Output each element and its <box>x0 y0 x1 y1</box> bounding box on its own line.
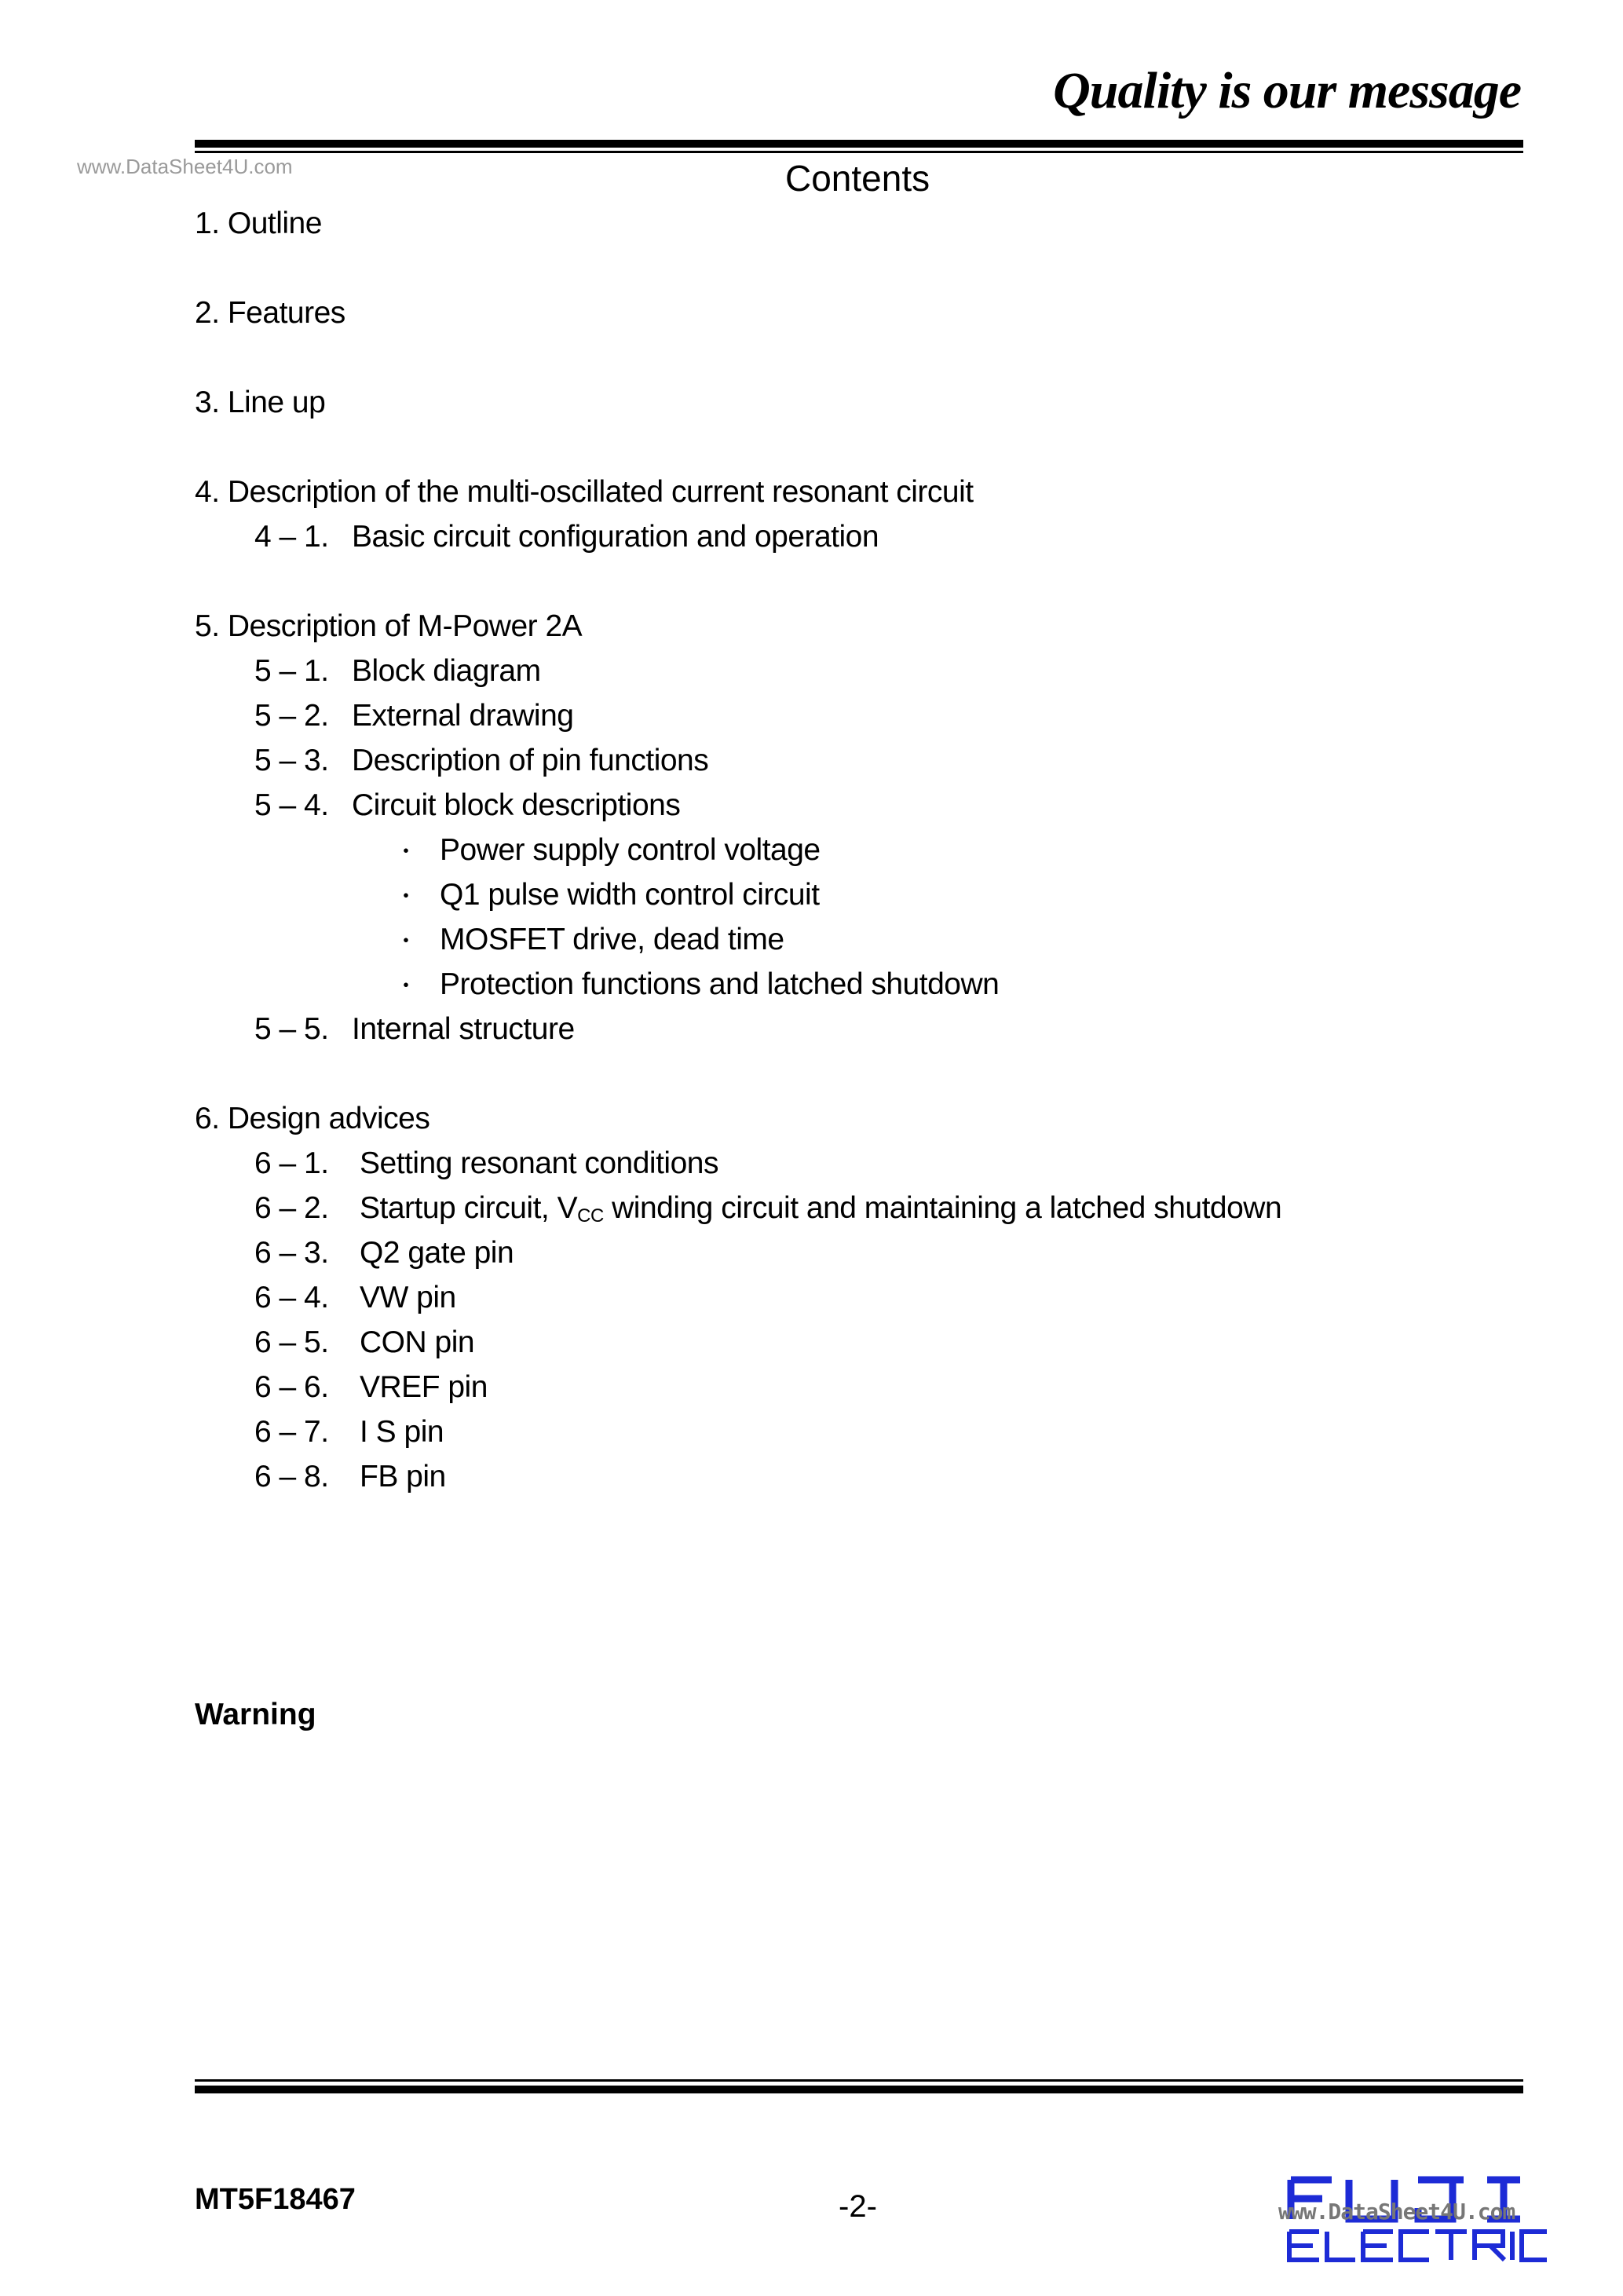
toc-subitem <box>254 653 541 689</box>
toc-item-design-advices: 6. Design advices <box>195 1102 430 1135</box>
toc-item-description-mpower: 5. Description of M-Power 2A <box>195 609 583 643</box>
toc-bullet-label: Protection functions and latched shutdown <box>440 967 1000 1001</box>
toc-subitem <box>254 788 680 824</box>
page-number: -2- <box>839 2189 877 2224</box>
toc-subitem-label: I S pin <box>360 1415 444 1449</box>
header-slogan: Quality is our message <box>1053 62 1521 119</box>
toc-item-description-circuit: 4. Description of the multi-oscillated current resonant circuit <box>195 475 974 509</box>
toc-bullet-label: Power supply control voltage <box>440 833 821 867</box>
toc-subitem-label: Block diagram <box>352 654 541 688</box>
logo-mark-electric <box>1289 2232 1547 2260</box>
toc-subitem <box>254 1190 1281 1234</box>
toc-subitem <box>254 1146 718 1182</box>
toc-subitem-label: CON pin <box>360 1325 475 1359</box>
bullet-icon: ・ <box>394 974 418 1000</box>
toc-bullet-label: MOSFET drive, dead time <box>440 923 784 956</box>
toc-subitem-number: 4 – 1. <box>254 520 329 554</box>
warning-heading: Warning <box>195 1698 316 1731</box>
toc-subitem-subscript: CC <box>577 1205 604 1227</box>
toc-bullet-item <box>394 832 821 871</box>
toc-subitem-number: 6 – 4. <box>254 1281 329 1314</box>
header-rule-thick <box>195 140 1523 148</box>
toc-item-features: 2. Features <box>195 296 345 330</box>
toc-bullet-item <box>394 922 784 960</box>
toc-subitem-label: External drawing <box>352 699 574 733</box>
toc-subitem-number: 5 – 2. <box>254 699 329 733</box>
toc-subitem-label: Description of pin functions <box>352 744 709 777</box>
toc-subitem-label-continued: winding circuit and maintaining a latched shutdown <box>603 1191 1282 1225</box>
footer-rule-thin <box>195 2079 1523 2082</box>
toc-bullet-label: Q1 pulse width control circuit <box>440 878 820 912</box>
toc-subitem-number: 6 – 8. <box>254 1460 329 1493</box>
toc-subitem <box>254 1369 488 1406</box>
toc-subitem <box>254 1280 456 1316</box>
toc-subitem <box>254 743 708 779</box>
toc-subitem-number: 6 – 7. <box>254 1415 329 1449</box>
toc-subitem-number: 5 – 3. <box>254 744 329 777</box>
toc-subitem <box>254 1459 446 1495</box>
footer-rule-thick <box>195 2086 1523 2093</box>
page-title: Contents <box>785 158 930 199</box>
toc-subitem <box>254 519 879 555</box>
header-rule-thin <box>195 151 1523 153</box>
bullet-icon: ・ <box>394 929 418 955</box>
document-code: MT5F18467 <box>195 2183 356 2216</box>
toc-subitem-number: 6 – 1. <box>254 1146 329 1180</box>
toc-subitem-label: VW pin <box>360 1281 456 1314</box>
logo-watermark-url[interactable]: www.DataSheet4U.com <box>1278 2199 1515 2225</box>
toc-bullet-item <box>394 967 999 1005</box>
toc-item-line-up: 3. Line up <box>195 386 326 419</box>
toc-subitem-label: Q2 gate pin <box>360 1236 514 1270</box>
toc-subitem-number: 5 – 1. <box>254 654 329 688</box>
toc-subitem-label: Internal structure <box>352 1012 575 1046</box>
bullet-icon: ・ <box>394 884 418 910</box>
toc-subitem-number: 6 – 6. <box>254 1370 329 1404</box>
toc-subitem-number: 5 – 4. <box>254 788 329 822</box>
toc-subitem-number: 6 – 3. <box>254 1236 329 1270</box>
toc-item-outline: 1. Outline <box>195 207 322 240</box>
watermark-url[interactable]: www.DataSheet4U.com <box>77 155 293 178</box>
bullet-icon: ・ <box>394 839 418 865</box>
toc-subitem <box>254 698 573 734</box>
toc-subitem-number: 6 – 5. <box>254 1325 329 1359</box>
toc-subitem-label: FB pin <box>360 1460 446 1493</box>
toc-subitem-label: Basic circuit configuration and operation <box>352 520 879 554</box>
toc-subitem-label: Setting resonant conditions <box>360 1146 718 1180</box>
toc-subitem <box>254 1235 514 1271</box>
toc-subitem <box>254 1011 575 1047</box>
toc-subitem-number: 5 – 5. <box>254 1012 329 1046</box>
toc-subitem-number: 6 – 2. <box>254 1191 329 1225</box>
toc-subitem <box>254 1414 444 1450</box>
toc-subitem-label: VREF pin <box>360 1370 488 1404</box>
toc-subitem-label: Startup circuit, V <box>360 1191 578 1225</box>
toc-subitem <box>254 1325 474 1361</box>
toc-bullet-item <box>394 877 820 916</box>
toc-subitem-label: Circuit block descriptions <box>352 788 681 822</box>
